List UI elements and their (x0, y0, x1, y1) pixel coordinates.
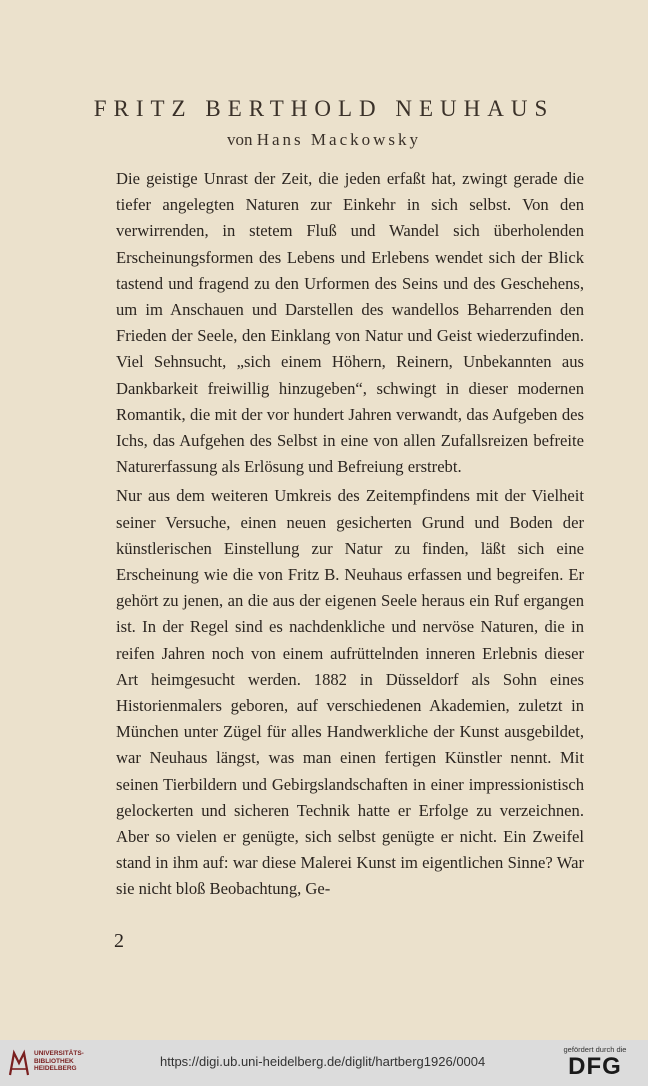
dfg-logo: DFG (568, 1053, 622, 1080)
article-byline (0, 130, 648, 150)
library-name[interactable] (34, 1050, 84, 1073)
page-number: 2 (114, 930, 124, 952)
funded-label: gefördert durch die (563, 1045, 627, 1054)
library-name-line: BIBLIOTHEK (34, 1057, 74, 1065)
paragraph: Nur aus dem weiteren Umkreis des Zeitempfindens mit der Vielheit seiner Versuche, einen neuen gesicherten Grund und Boden der künstlerischen Einstellung zur Natur zu finden, läßt sich eine Erscheinung wie die von Fritz B. Neuhaus erfassen und begreifen. Er gehört zu jenen, an die aus der eigenen Seele heraus ein Ruf ergangen ist. In der Regel sind es nachdenkliche und nervöse Naturen, die in reifen Jahren noch von einem aufrüttelnden inneren Erlebnis dieser Art heimgesucht werden. 1882 in Düsseldorf als Sohn eines Historienmalers geboren, auf verschiedenen Akademien, zuletzt in München unter Zügel für alles Handwerkliche der Kunst ausgebildet, war Neuhaus längst, was man einen fertigen Künstler nennt. Mit seinen Tierbildern und Gebirgslandschaften in einer impressionistisch gelockerten und sicheren Technik hatte er Erfolge zu verzeichnen. Aber so vielen er genügte, sich selbst genügte er nicht. Ein Zweifel stand in ihm auf: war diese Malerei Kunst im eigentlichen Sinne? War sie nicht bloß Beobachtung, Ge- (116, 486, 584, 899)
funder-block[interactable] (550, 1045, 640, 1080)
library-name-line: HEIDELBERG (34, 1065, 77, 1072)
library-name-line: UNIVERSITÄTS- (34, 1050, 84, 1057)
permalink-url[interactable]: https://digi.ub.uni-heidelberg.de/diglit/hartberg1926/0004 (160, 1054, 486, 1069)
article-title: FRITZ BERTHOLD NEUHAUS (93, 96, 555, 121)
library-logo-icon[interactable] (8, 1049, 30, 1077)
article-body (116, 166, 584, 903)
author-name: Hans Mackowsky (256, 130, 422, 149)
viewer-footer (0, 1040, 648, 1086)
paragraph: Die geistige Unrast der Zeit, die jeden erfaßt hat, zwingt gerade die tiefer angelegten Naturen zur Einkehr in sich selbst. Von den verwirrenden, in stetem Fluß und Wandel sich überholenden Erscheinungsformen des Lebens und Erlebens wendet sich der Blick tastend und fragend zu den Urformen des Seins und des Geschehens, um im Anschauen und Darstellen des wandellos Beharrenden den Frieden der Seele, den Einklang von Natur und Geist wiederzufinden. Viel Sehnsucht, „sich einem Höhern, Reinern, Unbekannten aus Dankbarkeit freiwillig hinzugeben“, schwingt in dieser modernen Romantik, die mit der vor hundert Jahren verwandt, das Aufgeben des Ichs, das Aufgehen des Selbst in eine von allen Zufallsreizen befreite Naturerfassung als Erlösung und Befreiung erstrebt. (116, 169, 584, 477)
byline-prefix: von (226, 130, 253, 149)
